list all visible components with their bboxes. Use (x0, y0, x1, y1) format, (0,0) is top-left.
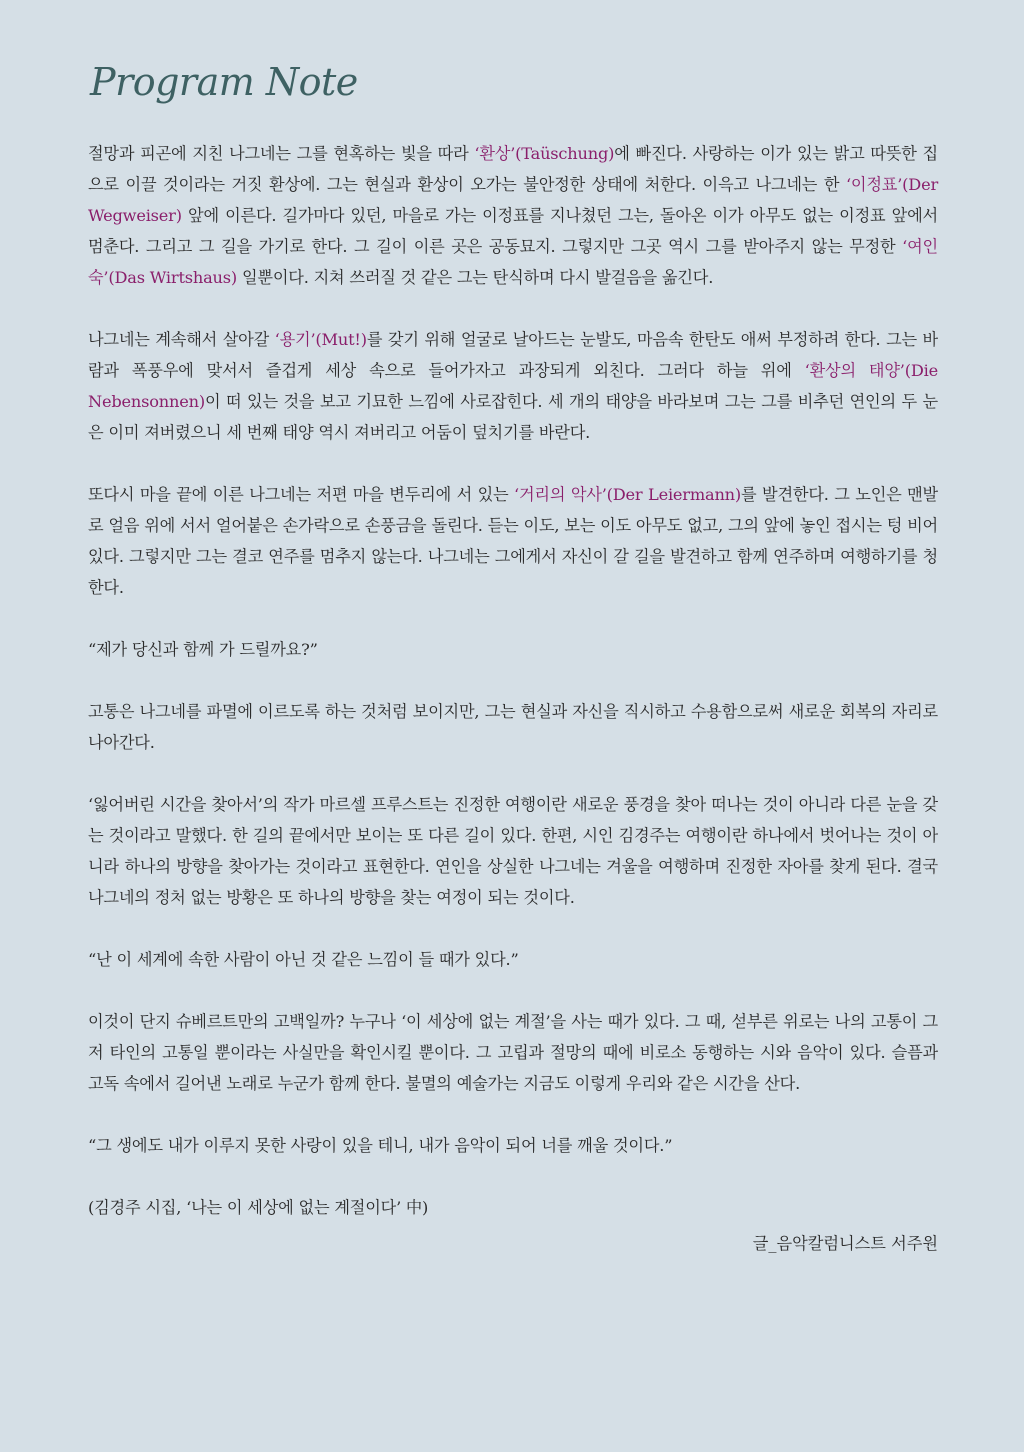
text: 이 떠 있는 것을 보고 기묘한 느낌에 사로잡힌다. 세 개의 태양을 바라보며 그는 그를 비추던 연인의 두 눈은 이미 져버렸으니 세 번째 태양 역시 져버리고 어둠이 덮치기를 바란다. (88, 392, 938, 442)
source-citation: (김경주 시집, ‘나는 이 세상에 없는 계절이다’ 中) (88, 1198, 429, 1217)
paragraph-4: 고통은 나그네를 파멸에 이르도록 하는 것처럼 보이지만, 그는 현실과 자신을 직시하고 수용함으로써 새로운 회복의 자리로 나아간다. (88, 702, 938, 752)
quote-1: “제가 당신과 함께 가 드릴까요?” (88, 640, 318, 659)
text: 앞에 이른다. 길가마다 있던, 마을로 가는 이정표를 지나쳤던 그는, 돌아온 이가 아무도 없는 이정표 앞에서 멈춘다. 그리고 그 길을 가기로 한다. 그 길이 이른 곳은 공동묘지. 그렇지만 그곳 역시 그를 받아주지 않는 무정한 (88, 206, 938, 256)
text: 에 빠진다. 사랑하는 이가 있는 밝고 따뜻한 집으로 이끌 것이라는 거짓 환상에. 그는 현실과 환상이 오가는 불안정한 상태에 처한다. 이윽고 나그네는 한 (88, 144, 938, 194)
text: 를 갖기 위해 얼굴로 날아드는 눈발도, 마음속 한탄도 애써 부정하려 한다. 그는 바람과 폭풍우에 맞서서 즐겁게 세상 속으로 들어가자고 과장되게 외친다. 그러다 하늘 위에 (88, 330, 938, 380)
highlight-term: ‘환상’(Taüschung) (474, 144, 615, 163)
paragraph-6: 이것이 단지 슈베르트만의 고백일까? 누구나 ‘이 세상에 없는 계절’을 사는 때가 있다. 그 때, 섣부른 위로는 나의 고통이 그저 타인의 고통일 뿐이라는 사실만을 확인시킬 뿐이다. 그 고립과 절망의 때에 비로소 동행하는 시와 음악이 있다. 슬픔과 고독 속에서 길어낸 노래로 누군가 함께 한다. 불멸의 예술가는 지금도 이렇게 우리와 같은 시간을 산다. (88, 1012, 938, 1093)
highlight-term: ‘여인숙’(Das Wirtshaus) (88, 237, 938, 287)
highlight-term: ‘환상의 태양’(Die Nebensonnen) (88, 361, 938, 411)
paragraph-3 (88, 479, 938, 603)
text: 절망과 피곤에 지친 나그네는 그를 현혹하는 빛을 따라 (88, 144, 475, 163)
paragraph-1 (88, 138, 938, 293)
text: 일뿐이다. 지쳐 쓰러질 것 같은 그는 탄식하며 다시 발걸음을 옮긴다. (237, 268, 714, 287)
highlight-term: ‘용기’(Mut!) (274, 330, 367, 349)
author-signature: 글_음악칼럼니스트 서주원 (752, 1234, 938, 1253)
text: 나그네는 계속해서 살아갈 (88, 330, 275, 349)
quote-3: “그 생에도 내가 이루지 못한 사랑이 있을 테니, 내가 음악이 되어 너를 깨울 것이다.” (88, 1136, 673, 1155)
text: 를 발견한다. 그 노인은 맨발로 얼음 위에 서서 얼어붙은 손가락으로 손풍금을 돌린다. 듣는 이도, 보는 이도 아무도 없고, 그의 앞에 놓인 접시는 텅 비어있다. 그렇지만 그는 결코 연주를 멈추지 않는다. 나그네는 그에게서 자신이 갈 길을 발견하고 함께 연주하며 여행하기를 청한다. (88, 485, 938, 597)
paragraph-2 (88, 324, 938, 448)
text: 또다시 마을 끝에 이른 나그네는 저편 마을 변두리에 서 있는 (88, 485, 515, 504)
paragraph-5: ‘잃어버린 시간을 찾아서’의 작가 마르셀 프루스트는 진정한 여행이란 새로운 풍경을 찾아 떠나는 것이 아니라 다른 눈을 갖는 것이라고 말했다. 한 길의 끝에서만 보이는 또 다른 길이 있다. 한편, 시인 김경주는 여행이란 하나에서 벗어나는 것이 아니라 하나의 방향을 찾아가는 것이라고 표현한다. 연인을 상실한 나그네는 겨울을 여행하며 진정한 자아를 찾게 된다. 결국 나그네의 정처 없는 방황은 또 하나의 방향을 찾는 여정이 되는 것이다. (88, 795, 938, 907)
quote-2: “난 이 세계에 속한 사람이 아닌 것 같은 느낌이 들 때가 있다.” (88, 950, 519, 969)
page-title: Program Note (90, 60, 358, 104)
highlight-term: ‘거리의 악사’(Der Leiermann) (514, 485, 742, 504)
highlight-term: ‘이정표’(Der Wegweiser) (88, 175, 938, 225)
